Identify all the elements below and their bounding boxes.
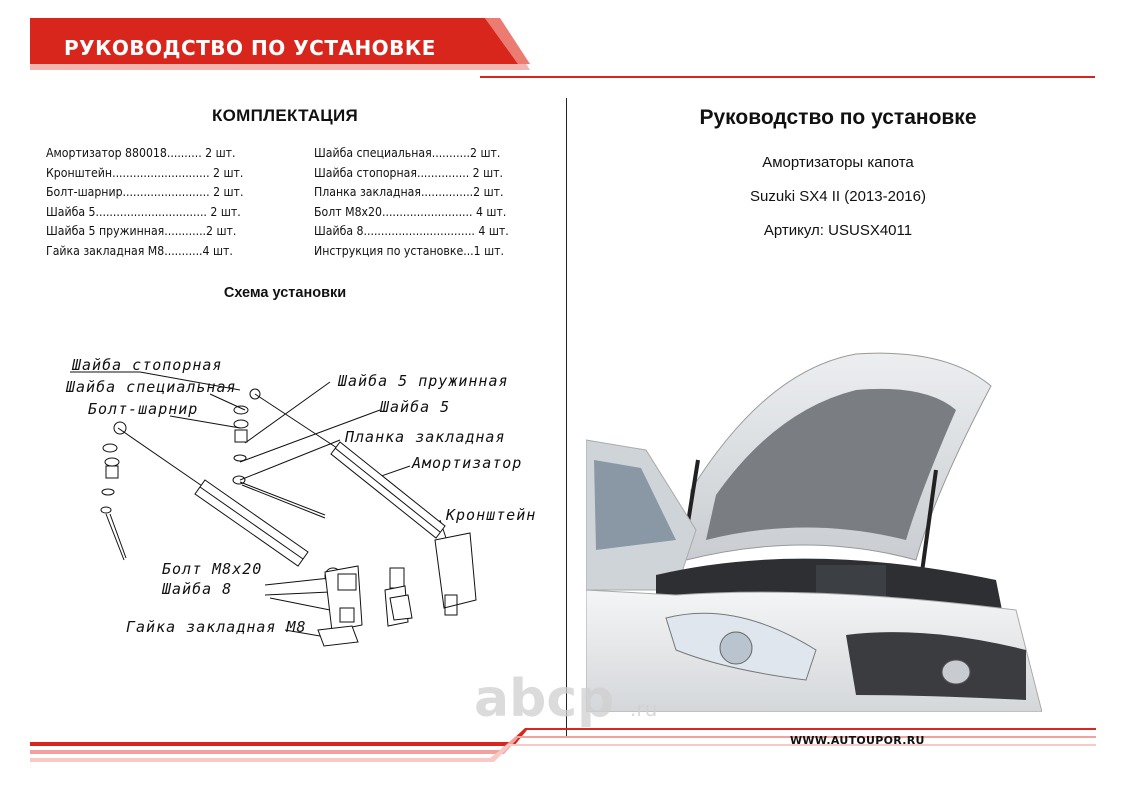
- label-washer8: Шайба 8: [162, 580, 233, 598]
- kit-list-left: [46, 144, 296, 261]
- kit-item: Амортизатор 880018.......... 2 шт.: [46, 146, 236, 160]
- kit-item: Шайба стопорная............... 2 шт.: [314, 165, 504, 180]
- kit-item: Шайба 5................................ 2 шт.: [46, 204, 241, 219]
- kit-item: Инструкция по установке...1 шт.: [314, 243, 505, 258]
- kit-title: КОМПЛЕКТАЦИЯ: [211, 106, 359, 125]
- label-shock: Амортизатор: [412, 454, 523, 472]
- footer-banner: [30, 728, 1096, 762]
- watermark-main: abcp: [474, 669, 615, 728]
- kit-item: Шайба специальная...........2 шт.: [314, 146, 501, 160]
- kit-item: Планка закладная...............2 шт.: [314, 185, 504, 199]
- label-washer5-spring: Шайба 5 пружинная: [338, 372, 509, 390]
- header-title: РУКОВОДСТВО ПО УСТАНОВКЕ: [64, 36, 436, 60]
- label-bolt: Болт М8х20: [162, 560, 263, 578]
- kit-item: Шайба 5 пружинная............2 шт.: [46, 224, 237, 238]
- header-rule: [480, 76, 1095, 78]
- scheme-title: Схема установки: [223, 285, 347, 301]
- car-photo: [586, 350, 1042, 712]
- label-plate: Планка закладная: [345, 428, 506, 446]
- watermark-logo: [474, 668, 674, 728]
- right-article: Артикул: USUSX4011: [763, 222, 913, 239]
- kit-item: Болт М8х20.......................... 4 шт.: [314, 204, 507, 219]
- label-washer5: Шайба 5: [380, 398, 451, 416]
- kit-list-right: [314, 144, 554, 261]
- kit-item: Шайба 8................................ 4 шт.: [314, 224, 509, 238]
- column-divider: [566, 98, 567, 738]
- kit-item: Гайка закладная М8...........4 шт.: [46, 243, 233, 258]
- kit-item: Кронштейн............................ 2 шт.: [46, 165, 244, 180]
- watermark-suffix: .ru: [630, 697, 658, 721]
- footer-url: WWW.AUTOUPOR.RU: [790, 734, 925, 747]
- label-nut: Гайка закладная М8: [126, 618, 307, 636]
- label-washer-stop: Шайба стопорная: [72, 356, 223, 374]
- label-bracket: Кронштейн: [446, 506, 537, 524]
- right-model: Suzuki SX4 II (2013-2016): [750, 188, 926, 205]
- kit-item: Болт-шарнир......................... 2 шт.: [46, 185, 244, 199]
- right-title: Руководство по установке: [699, 106, 977, 129]
- right-subtitle: Амортизаторы капота: [762, 154, 914, 171]
- label-washer-special: Шайба специальная: [66, 378, 237, 396]
- installation-diagram: [40, 340, 540, 660]
- label-bolt-hinge: Болт-шарнир: [88, 400, 199, 418]
